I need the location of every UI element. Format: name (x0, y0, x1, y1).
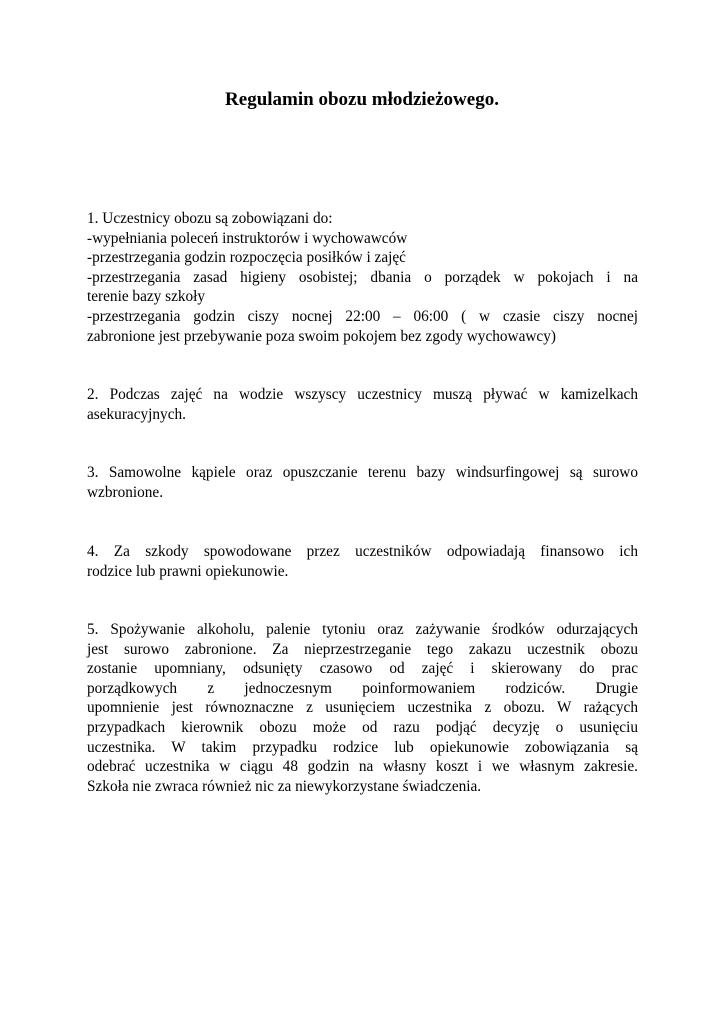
rule-1-item-continued: terenie bazy szkoły (87, 288, 206, 306)
rule-5-line: zostanie upomniany, odsunięty czasowo od zajęć i skierowany do prac (87, 660, 638, 678)
rule-1-item-continued: zabronione jest przebywanie poza swoim pokojem bez zgody wychowawcy) (87, 327, 556, 345)
rule-1-intro: 1. Uczestnicy obozu są zobowiązani do: (87, 210, 333, 227)
rule-4-line: rodzice lub prawni opiekunowie. (87, 562, 289, 580)
rule-5-line: uczestnika. W takim przypadku rodzice lub opiekunowie zobowiązania są (87, 738, 638, 756)
rule-5 (87, 620, 638, 796)
rule-1 (87, 209, 638, 346)
rule-3-line: wzbronione. (87, 483, 164, 501)
rule-5-line: 5. Spożywanie alkoholu, palenie tytoniu oraz zażywanie środków odurzających (87, 621, 638, 638)
page-title: Regulamin obozu młodzieżowego. (225, 89, 499, 110)
rule-5-line: przypadkach kierownik obozu może od razu podjąć decyzję o usunięciu (87, 718, 638, 736)
rule-1-item: -przestrzegania godzin ciszy nocnej 22:00 – 06:00 ( w czasie ciszy nocnej (87, 307, 638, 325)
rule-2-line: 2. Podczas zajęć na wodzie wszyscy uczestnicy muszą pływać w kamizelkach (87, 386, 638, 403)
rule-3 (87, 463, 638, 502)
rule-5-line: porządkowych z jednoczesnym poinformowaniem rodziców. Drugie (87, 679, 638, 697)
rule-1-item: -wypełniania poleceń instruktorów i wychowawców (87, 229, 408, 247)
rule-3-line: 3. Samowolne kąpiele oraz opuszczanie terenu bazy windsurfingowej są surowo (87, 464, 638, 481)
rule-5-line: upomnienie jest równoznaczne z usunięciem uczestnika z obozu. W rażących (87, 699, 638, 717)
rule-5-line: odebrać uczestnika w ciągu 48 godzin na własny koszt i we własnym zakresie. (87, 758, 638, 776)
rule-5-line: Szkoła nie zwraca również nic za niewykorzystane świadczenia. (87, 777, 482, 795)
rule-4 (87, 542, 638, 581)
rule-5-line: jest surowo zabronione. Za nieprzestrzeganie tego zakazu uczestnik obozu (87, 640, 638, 658)
rule-2-line: asekuracyjnych. (87, 405, 186, 423)
rule-2 (87, 385, 638, 424)
rule-4-line: 4. Za szkody spowodowane przez uczestników odpowiadają finansowo ich (87, 543, 638, 560)
rule-1-item: -przestrzegania godzin rozpoczęcia posiłków i zajęć (87, 249, 406, 267)
rule-1-item: -przestrzegania zasad higieny osobistej; dbania o porządek w pokojach i na (87, 268, 638, 286)
